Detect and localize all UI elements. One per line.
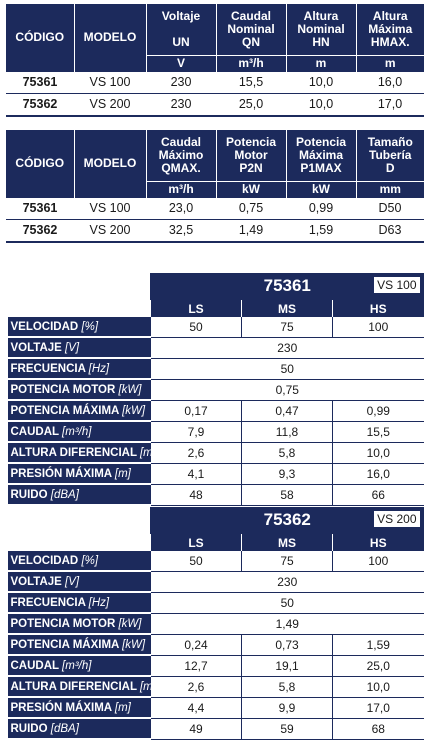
unit-potencia-maxima: kW (286, 181, 356, 198)
cell: 15,5 (333, 421, 424, 442)
speed-hs: HS (333, 300, 424, 318)
label-unit: [kW] (118, 383, 142, 396)
cell: 17,0 (356, 93, 424, 116)
cell: 19,1 (242, 655, 333, 676)
row-label (8, 400, 151, 421)
cell: 7,9 (151, 421, 242, 442)
row-potencia-motor (8, 613, 424, 634)
cell: 49 (151, 718, 242, 739)
header-potencia-maxima (286, 130, 356, 181)
cell: 2,6 (151, 676, 242, 697)
cell: 1,49 (151, 613, 424, 634)
unit-caudal: m³/h (216, 55, 286, 72)
table-row (6, 219, 424, 242)
cell: 5,8 (242, 442, 333, 463)
label-text: ALTURA DIFERENCIAL (10, 680, 137, 693)
row-label (8, 421, 151, 442)
header-caudal-maximo-text: Caudal Máximo QMAX. (158, 134, 204, 175)
cell: 230 (151, 337, 424, 358)
row-label (8, 697, 151, 718)
header-voltaje-text: Voltaje UN (161, 8, 201, 49)
unit-voltaje: V (146, 55, 216, 72)
row-ruido (8, 718, 424, 739)
label-unit: [kW] (122, 404, 146, 417)
cell: 25,0 (333, 655, 424, 676)
cell: 58 (242, 484, 333, 505)
label-text: RUIDO (10, 488, 48, 501)
speed-table-code: 75361 (263, 276, 311, 295)
label-unit: [%] (81, 320, 99, 333)
header-caudal-maximo (146, 130, 216, 181)
row-label (8, 463, 151, 484)
cell: 9,3 (242, 463, 333, 484)
row-label (8, 551, 151, 571)
label-text: CAUDAL (10, 659, 59, 672)
label-unit: [dBA] (50, 722, 79, 735)
row-label (8, 379, 151, 400)
row-potencia-motor (8, 379, 424, 400)
cell: 75362 (6, 93, 74, 116)
header-potencia-motor-text: Potencia Motor P2N (225, 134, 276, 175)
row-potencia-maxima (8, 400, 424, 421)
blank-cell (8, 507, 151, 534)
blank-cell (8, 534, 151, 552)
row-presion (8, 463, 424, 484)
cell: 16,0 (333, 463, 424, 484)
blank-cell (8, 300, 151, 318)
unit-tamano-tuberia: mm (356, 181, 424, 198)
header-tamano-tuberia (356, 130, 424, 181)
cell: 2,6 (151, 442, 242, 463)
cell: VS 100 (74, 72, 146, 94)
speed-table-75362 (7, 507, 424, 740)
row-altura (8, 676, 424, 697)
header-modelo: MODELO (74, 4, 146, 72)
label-unit: [V] (65, 341, 80, 354)
cell: 0,24 (151, 634, 242, 655)
header-altura-maxima-text: Altura Máxima HMAX. (368, 8, 413, 49)
cell: 48 (151, 484, 242, 505)
header-codigo: CÓDIGO (6, 4, 74, 72)
header-codigo: CÓDIGO (6, 130, 74, 198)
cell: 50 (151, 592, 424, 613)
row-label (8, 484, 151, 505)
label-unit: [m³/h] (62, 659, 92, 672)
header-altura-maxima (356, 4, 424, 55)
cell: 1,59 (286, 219, 356, 242)
header-caudal-nominal-text: Caudal Nominal QN (227, 8, 275, 49)
label-unit: [kW] (118, 617, 142, 630)
cell: 11,8 (242, 421, 333, 442)
header-altura-nominal-text: Altura Nominal HN (297, 8, 345, 49)
header-tamano-tuberia-text: Tamaño Tubería D (367, 134, 413, 175)
cell: 230 (151, 571, 424, 592)
cell: 10,0 (286, 72, 356, 94)
unit-altura-nominal: m (286, 55, 356, 72)
label-unit: [m] (139, 446, 156, 459)
speed-ms: MS (242, 300, 333, 318)
label-text: ALTURA DIFERENCIAL (10, 446, 137, 459)
unit-potencia-motor: kW (216, 181, 286, 198)
speed-table-75361 (7, 273, 424, 506)
cell: 25,0 (216, 93, 286, 116)
row-label (8, 337, 151, 358)
label-unit: [m] (114, 701, 131, 714)
label-text: PRESIÓN MÁXIMA (10, 701, 112, 714)
cell: 50 (151, 551, 242, 571)
cell: 75 (242, 551, 333, 571)
cell: 16,0 (356, 72, 424, 94)
cell: 66 (333, 484, 424, 505)
label-text: FRECUENCIA (10, 362, 86, 375)
cell: 10,0 (286, 93, 356, 116)
spec-table-1 (6, 4, 424, 117)
cell: VS 200 (74, 93, 146, 116)
label-text: FRECUENCIA (10, 596, 86, 609)
cell: 50 (151, 317, 242, 337)
blank-cell (8, 273, 151, 300)
speed-table-title (151, 507, 424, 534)
row-caudal (8, 655, 424, 676)
speed-table-title (151, 273, 424, 300)
model-badge: VS 100 (374, 277, 419, 293)
cell: 32,5 (146, 219, 216, 242)
row-label (8, 676, 156, 697)
cell: 75361 (6, 72, 74, 94)
table-row (6, 93, 424, 116)
row-altura (8, 442, 424, 463)
header-caudal-nominal (216, 4, 286, 55)
label-text: POTENCIA MOTOR (10, 617, 116, 630)
label-unit: [Hz] (88, 362, 110, 375)
cell: D50 (356, 198, 424, 220)
row-voltaje (8, 571, 424, 592)
header-modelo: MODELO (74, 130, 146, 198)
cell: 10,0 (333, 676, 424, 697)
cell: 0,99 (333, 400, 424, 421)
cell: 17,0 (333, 697, 424, 718)
speed-table-code: 75362 (263, 510, 311, 529)
cell: 0,73 (242, 634, 333, 655)
row-frecuencia (8, 358, 424, 379)
label-text: PRESIÓN MÁXIMA (10, 467, 112, 480)
row-label (8, 358, 151, 379)
cell: 75362 (6, 219, 74, 242)
cell: 75 (242, 317, 333, 337)
row-ruido (8, 484, 424, 505)
speed-ls: LS (151, 300, 242, 318)
cell: 1,49 (216, 219, 286, 242)
label-text: VOLTAJE (10, 575, 62, 588)
label-unit: [Hz] (88, 596, 110, 609)
cell: 5,8 (242, 676, 333, 697)
speed-hs: HS (333, 534, 424, 552)
label-text: POTENCIA MÁXIMA (10, 404, 119, 417)
row-caudal (8, 421, 424, 442)
cell: 4,4 (151, 697, 242, 718)
row-label (8, 317, 151, 337)
label-text: POTENCIA MOTOR (10, 383, 116, 396)
speed-ms: MS (242, 534, 333, 552)
cell: 100 (333, 551, 424, 571)
cell: 75361 (6, 198, 74, 220)
row-velocidad (8, 317, 424, 337)
row-label (8, 571, 151, 592)
table-row (6, 72, 424, 94)
row-velocidad (8, 551, 424, 571)
cell: 1,59 (333, 634, 424, 655)
cell: D63 (356, 219, 424, 242)
row-frecuencia (8, 592, 424, 613)
row-label (8, 442, 156, 463)
header-voltaje (146, 4, 216, 55)
cell: 9,9 (242, 697, 333, 718)
cell: 230 (146, 93, 216, 116)
table-row (6, 198, 424, 220)
model-badge: VS 200 (374, 511, 419, 527)
row-label (8, 655, 151, 676)
label-text: POTENCIA MÁXIMA (10, 638, 119, 651)
unit-caudal-maximo: m³/h (146, 181, 216, 198)
cell: 59 (242, 718, 333, 739)
header-potencia-motor (216, 130, 286, 181)
label-unit: [m] (114, 467, 131, 480)
spec-table-2 (6, 130, 424, 243)
cell: 23,0 (146, 198, 216, 220)
cell: 68 (333, 718, 424, 739)
label-text: RUIDO (10, 722, 48, 735)
label-unit: [kW] (122, 638, 146, 651)
label-unit: [m³/h] (62, 425, 92, 438)
cell: 0,47 (242, 400, 333, 421)
cell: 4,1 (151, 463, 242, 484)
label-unit: [%] (81, 554, 99, 567)
row-label (8, 613, 151, 634)
row-label (8, 718, 151, 739)
label-unit: [dBA] (50, 488, 79, 501)
cell: 0,75 (216, 198, 286, 220)
row-label (8, 634, 151, 655)
cell: 0,17 (151, 400, 242, 421)
label-text: CAUDAL (10, 425, 59, 438)
cell: VS 200 (74, 219, 146, 242)
cell: VS 100 (74, 198, 146, 220)
cell: 0,75 (151, 379, 424, 400)
row-presion (8, 697, 424, 718)
label-unit: [m] (139, 680, 156, 693)
cell: 50 (151, 358, 424, 379)
cell: 230 (146, 72, 216, 94)
header-potencia-maxima-text: Potencia Máxima P1MAX (295, 134, 346, 175)
cell: 0,99 (286, 198, 356, 220)
label-text: VELOCIDAD (10, 554, 79, 567)
cell: 12,7 (151, 655, 242, 676)
cell: 10,0 (333, 442, 424, 463)
cell: 15,5 (216, 72, 286, 94)
label-text: VELOCIDAD (10, 320, 79, 333)
header-altura-nominal (286, 4, 356, 55)
speed-ls: LS (151, 534, 242, 552)
row-potencia-maxima (8, 634, 424, 655)
row-label (8, 592, 151, 613)
cell: 100 (333, 317, 424, 337)
label-text: VOLTAJE (10, 341, 62, 354)
row-voltaje (8, 337, 424, 358)
unit-altura-maxima: m (356, 55, 424, 72)
label-unit: [V] (65, 575, 80, 588)
